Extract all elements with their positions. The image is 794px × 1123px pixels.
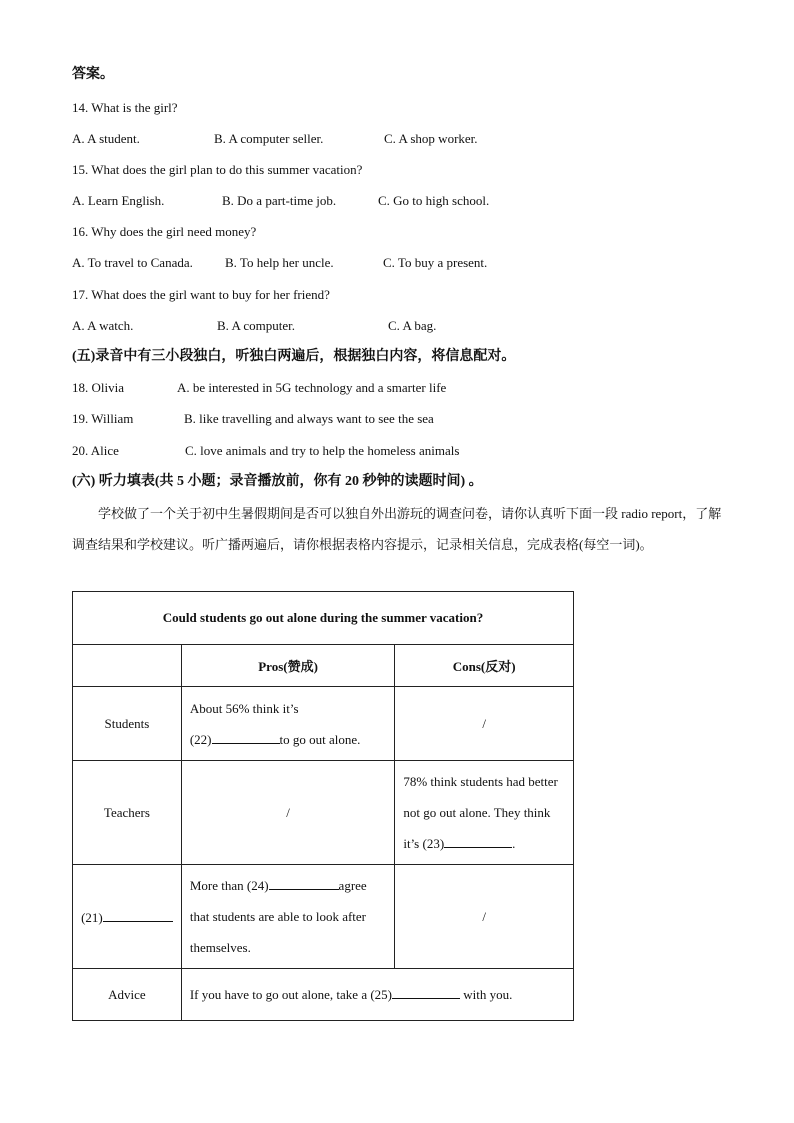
row-label-teachers: Teachers (73, 761, 182, 865)
option-b: B. A computer. (217, 318, 295, 333)
answer-heading: 答案。 (72, 67, 114, 82)
teachers-cons-text: 78% think students had better not go out alone. They think it’s (23) (403, 774, 558, 851)
table-header-row (73, 645, 574, 687)
instructions-paragraph: 学校做了一个关于初中生暑假期间是否可以独自外出游玩的调查问卷，请你认真听下面一段 radio report，了解调查结果和学校建议。听广播两遍后，请你根据表格内容提示，记录相关信息，完成表格(每空一词)。 (72, 506, 722, 552)
matching-name: 20. Alice (72, 443, 119, 458)
matching-name: 18. Olivia (72, 380, 124, 395)
blank-22[interactable] (212, 729, 280, 744)
teachers-pros-cell: / (181, 761, 395, 865)
question-14: 14. What is the girl? (72, 100, 178, 115)
row-label-students: Students (73, 687, 182, 761)
option-b: B. To help her uncle. (225, 255, 334, 270)
matching-desc: C. love animals and try to help the homeless animals (185, 443, 460, 458)
students-pros-text: About 56% think it’s (189, 700, 299, 716)
teachers-cons-cell (395, 761, 574, 865)
option-b: B. A computer seller. (214, 131, 324, 146)
table-title-row (73, 592, 574, 645)
option-c: C. A shop worker. (384, 131, 478, 146)
table-row-teachers (73, 761, 574, 865)
advice-text-end: with you. (463, 987, 513, 1002)
advice-text: If you have to go out alone, take a (25) (189, 987, 392, 1002)
header-pros: Pros(赞成) (181, 645, 395, 687)
option-a: A. A watch. (72, 318, 134, 333)
blank-22-label: (22) (189, 731, 212, 747)
blank-23[interactable] (444, 833, 512, 848)
table-title: Could students go out alone during the summer vacation? (73, 592, 574, 645)
option-c: C. Go to high school. (378, 193, 490, 208)
students-pros-text-end: to go out alone. (279, 731, 361, 747)
matching-desc: A. be interested in 5G technology and a smarter life (177, 380, 447, 395)
table-row-21 (73, 865, 574, 969)
section-5-title: (五)录音中有三小段独白，听独白两遍后，根据独白内容，将信息配对。 (72, 349, 516, 364)
option-a: A. To travel to Canada. (72, 255, 193, 270)
students-pros-cell (181, 687, 395, 761)
option-c: C. To buy a present. (383, 255, 488, 270)
question-16: 16. Why does the girl need money? (72, 224, 257, 239)
row21-cons-cell: / (395, 865, 574, 969)
question-15: 15. What does the girl plan to do this summer vacation? (72, 162, 363, 177)
teachers-cons-end: . (512, 836, 516, 851)
blank-24-label: More than (24) (189, 878, 269, 893)
row21-pros-text: agree that students are able to look after themselves. (189, 878, 367, 955)
option-a: A. A student. (72, 131, 140, 146)
row-label-advice: Advice (73, 969, 182, 1021)
option-a: A. Learn English. (72, 193, 165, 208)
row-label-21-cell (73, 865, 182, 969)
blank-25[interactable] (392, 984, 460, 999)
question-17: 17. What does the girl want to buy for her friend? (72, 287, 330, 302)
students-cons-cell: / (395, 687, 574, 761)
section-6-title: (六) 听力填表(共 5 小题；录音播放前，你有 20 秒钟的读题时间) 。 (72, 474, 483, 489)
advice-cell (181, 969, 573, 1021)
header-cons: Cons(反对) (395, 645, 574, 687)
row21-pros-cell (181, 865, 395, 969)
blank-21-label: (21) (81, 910, 103, 925)
blank-21[interactable] (103, 907, 173, 922)
matching-name: 19. William (72, 411, 134, 426)
table-row-advice (73, 969, 574, 1021)
blank-24[interactable] (269, 875, 339, 890)
option-c: C. A bag. (388, 318, 437, 333)
survey-table (72, 591, 574, 1021)
matching-desc: B. like travelling and always want to see the sea (184, 411, 434, 426)
table-row-students (73, 687, 574, 761)
option-b: B. Do a part-time job. (222, 193, 337, 208)
header-empty-cell (73, 645, 182, 687)
